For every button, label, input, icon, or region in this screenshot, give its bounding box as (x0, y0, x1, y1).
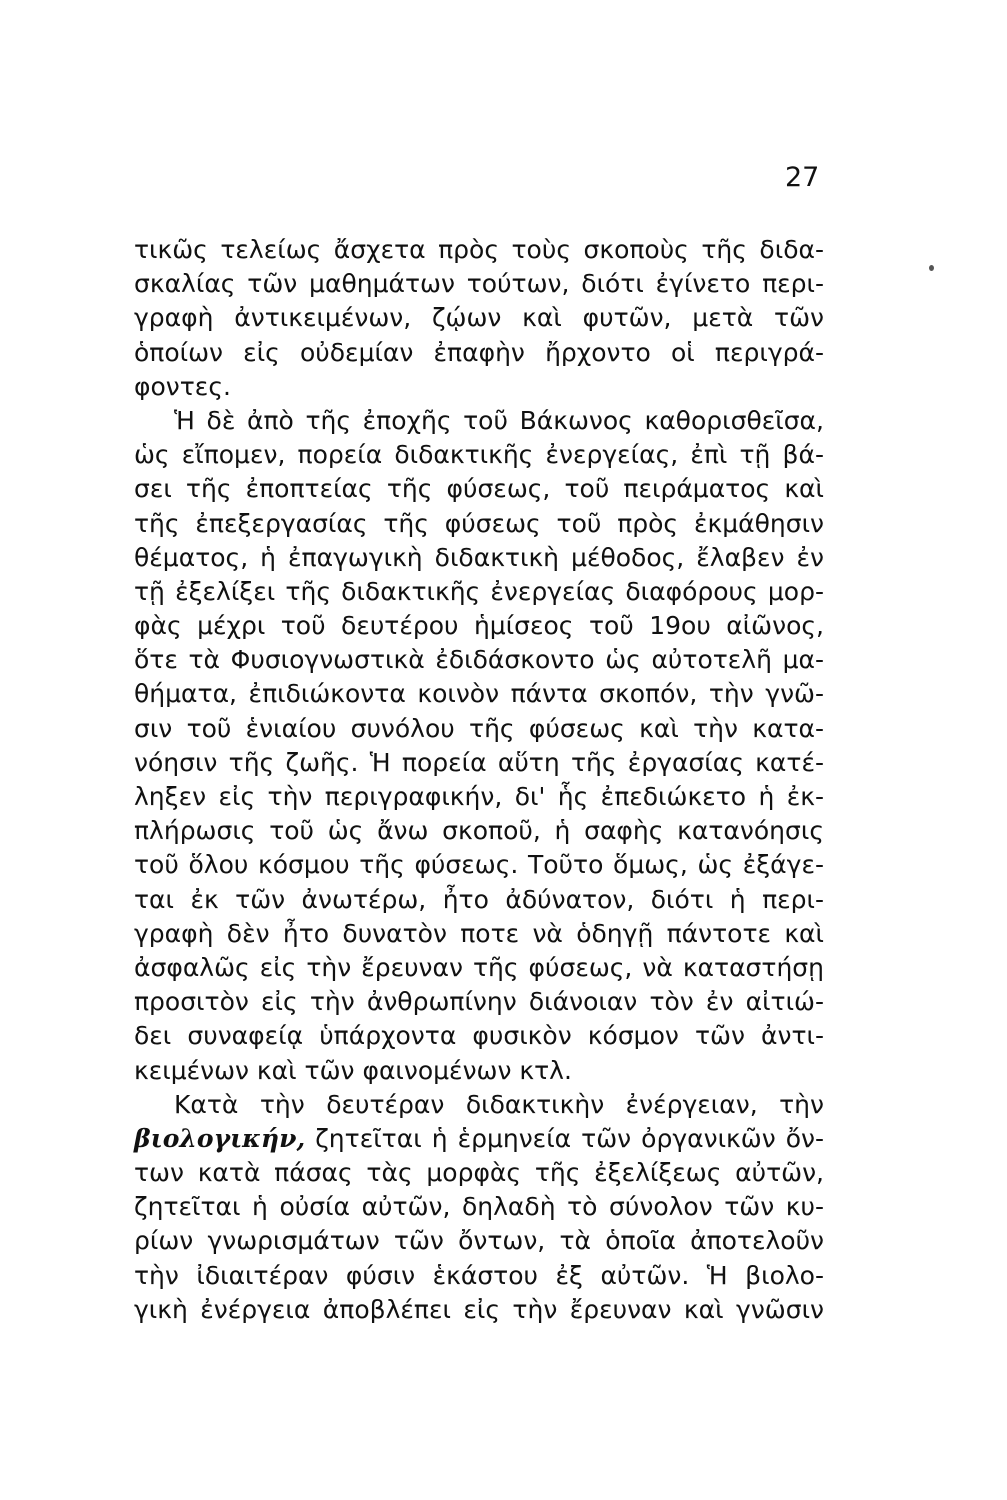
page-number: 27 (785, 162, 820, 193)
text-line: ὡς εἴπομεν, πορεία διδακτικῆς ἐνεργείας, ἐπὶ τῇ βά- (134, 440, 824, 470)
paragraph-2 (134, 404, 824, 1088)
text-line: νόησιν τῆς ζωῆς. Ἡ πορεία αὕτη τῆς ἐργασίας κατέ- (134, 747, 824, 777)
text-line: φὰς μέχρι τοῦ δευτέρου ἡμίσεος τοῦ 19ου αἰῶνος, (134, 611, 824, 641)
text-line: σιν τοῦ ἑνιαίου συνόλου τῆς φύσεως καὶ τὴν κατα- (134, 713, 824, 743)
text-line-with-emphasis (134, 1122, 824, 1156)
text-line: κειμένων καὶ τῶν φαινομένων κτλ. (134, 1055, 572, 1085)
text-line: προσιτὸν εἰς τὴν ἀνθρωπίνην διάνοιαν τὸν ἐν αἰτιώ- (134, 987, 824, 1017)
text-line: θήματα, ἐπιδιώκοντα κοινὸν πάντα σκοπόν, τὴν γνῶ- (134, 679, 824, 709)
emphasized-term: βιολογικήν, (134, 1123, 306, 1153)
text-line: σκαλίας τῶν μαθημάτων τούτων, διότι ἐγίνετο περι- (134, 269, 824, 299)
text-line: τῆς ἐπεξεργασίας τῆς φύσεως τοῦ πρὸς ἐκμάθησιν (134, 508, 824, 538)
text-line: δει συναφείᾳ ὑπάρχοντα φυσικὸν κόσμον τῶν ἀντι- (134, 1021, 824, 1051)
text-line: ρίων γνωρισμάτων τῶν ὄντων, τὰ ὁποῖα ἀποτελοῦν (134, 1226, 824, 1256)
text-line: Ἡ δὲ ἀπὸ τῆς ἐποχῆς τοῦ Βάκωνος καθορισθεῖσα, (174, 405, 824, 435)
text-line: ται ἐκ τῶν ἀνωτέρω, ἦτο ἀδύνατον, διότι ἡ περι- (134, 884, 824, 914)
text-line: τοῦ ὅλου κόσμου τῆς φύσεως. Τοῦτο ὅμως, ὡς ἐξάγε- (134, 850, 824, 880)
text-line-rest: ζητεῖται ἡ ἑρμηνεία τῶν ὀργανικῶν ὄν- (305, 1123, 824, 1153)
ink-speck (929, 265, 934, 271)
text-line: γραφὴ ἀντικειμένων, ζῴων καὶ φυτῶν, μετὰ τῶν (134, 303, 824, 333)
text-line: Κατὰ τὴν δευτέραν διδακτικὴν ἐνέργειαν, τὴν (174, 1089, 824, 1119)
text-line: τικῶς τελείως ἄσχετα πρὸς τοὺς σκοποὺς τῆς διδα- (134, 235, 824, 264)
text-line: ζητεῖται ἡ οὐσία αὐτῶν, δηλαδὴ τὸ σύνολον τῶν κυ- (134, 1192, 824, 1222)
text-line: γικὴ ἐνέργεια ἀποβλέπει εἰς τὴν ἔρευναν καὶ γνῶσιν (134, 1294, 824, 1324)
text-line: τὴν ἰδιαιτέραν φύσιν ἑκάστου ἐξ αὐτῶν. Ἡ βιολο- (134, 1260, 824, 1290)
text-line: των κατὰ πάσας τὰς μορφὰς τῆς ἐξελίξεως αὐτῶν, (134, 1158, 824, 1188)
paragraph-3 (134, 1088, 824, 1327)
text-line: γραφὴ δὲν ἦτο δυνατὸν ποτε νὰ ὁδηγῇ πάντοτε καὶ (134, 918, 824, 948)
text-line: τῇ ἐξελίξει τῆς διδακτικῆς ἐνεργείας διαφόρους μορ- (134, 576, 824, 606)
text-line: πλήρωσις τοῦ ὡς ἄνω σκοποῦ, ἡ σαφὴς κατανόησις (134, 816, 824, 846)
text-line: ἀσφαλῶς εἰς τὴν ἔρευναν τῆς φύσεως, νὰ καταστήσῃ (134, 952, 824, 982)
text-line: ληξεν εἰς τὴν περιγραφικήν, δι' ἧς ἐπεδιώκετο ἡ ἐκ- (134, 782, 824, 811)
body-text (134, 233, 824, 1327)
paragraph-1 (134, 233, 824, 404)
text-line: ὁποίων εἰς οὐδεμίαν ἐπαφὴν ἤρχοντο οἱ περιγρά- (134, 337, 824, 367)
text-line: ὅτε τὰ Φυσιογνωστικὰ ἐδιδάσκοντο ὡς αὐτοτελῆ μα- (134, 645, 824, 675)
text-line: φοντες. (134, 371, 231, 401)
text-line: θέματος, ἡ ἐπαγωγικὴ διδακτικὴ μέθοδος, ἔλαβεν ἐν (134, 542, 824, 572)
text-line: σει τῆς ἐποπτείας τῆς φύσεως, τοῦ πειράματος καὶ (134, 474, 824, 504)
